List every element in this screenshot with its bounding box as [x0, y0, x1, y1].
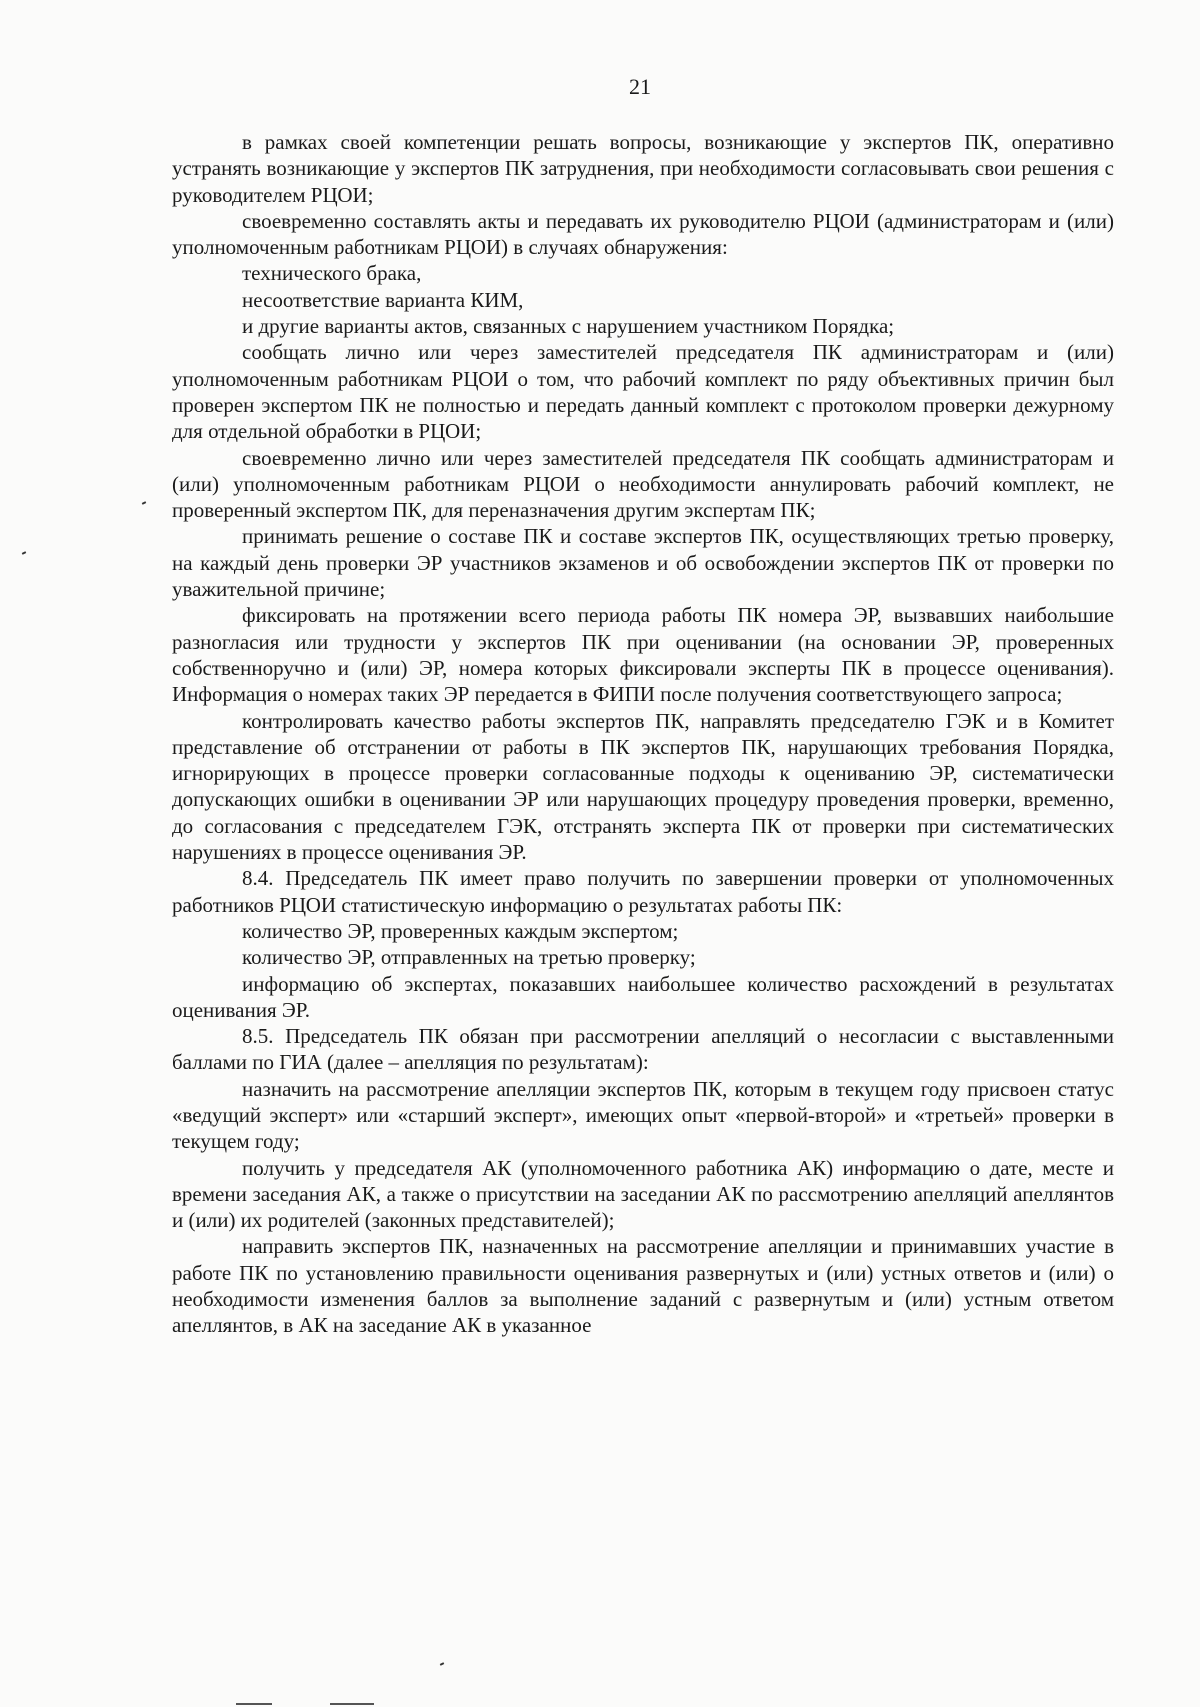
document-body	[172, 129, 1114, 1339]
paragraph: принимать решение о составе ПК и составе экспертов ПК, осуществляющих третью проверку, на каждый день проверки ЭР участников экзаменов и об освобождении экспертов ПК от проверки по уважительной причине;	[172, 524, 1114, 602]
paragraph: количество ЭР, проверенных каждым экспертом;	[242, 918, 679, 943]
paragraph: сообщать лично или через заместителей председателя ПК администраторам и (или) уполномоченным работникам РЦОИ о том, что рабочий комплект по ряду объективных причин был проверен экспертом ПК не полностью и передать данный комплект с протоколом проверки дежурному для отдельной обработки в РЦОИ;	[172, 340, 1114, 444]
paragraph: несоответствие варианта КИМ,	[242, 287, 524, 312]
paragraph: своевременно лично или через заместителей председателя ПК сообщать администраторам и (или) уполномоченным работникам РЦОИ о необходимости аннулировать рабочий комплект, не проверенный экспертом ПК, для переназначения другим экспертам ПК;	[172, 445, 1114, 523]
page-number: 21	[629, 74, 651, 99]
scan-artifact	[236, 1703, 272, 1705]
paragraph: и другие варианты актов, связанных с нарушением участником Порядка;	[242, 314, 895, 339]
scan-artifact	[330, 1703, 374, 1705]
scan-artifact	[142, 501, 146, 505]
paragraph: 8.5. Председатель ПК обязан при рассмотрении апелляций о несогласии с выставленными баллами по ГИА (далее – апелляция по результатам):	[172, 1024, 1114, 1075]
paragraph: 8.4. Председатель ПК имеет право получить по завершении проверки от уполномоченных работников РЦОИ статистическую информацию о результатах работы ПК:	[172, 866, 1114, 917]
paragraph: направить экспертов ПК, назначенных на рассмотрение апелляции и принимавших участие в работе ПК по установлению правильности оценивания развернутых и (или) устных ответов и (или) о необходимости изменения баллов за выполнение заданий с развернутым и (или) устным ответом апеллянтов, в АК на заседание АК в указанное	[172, 1234, 1114, 1338]
paragraph: информацию об экспертах, показавших наибольшее количество расхождений в результатах оценивания ЭР.	[172, 971, 1114, 1022]
paragraph: назначить на рассмотрение апелляции экспертов ПК, которым в текущем году присвоен статус «ведущий эксперт» или «старший эксперт», имеющих опыт «первой-второй» и «третьей» проверки в текущем году;	[172, 1076, 1114, 1154]
paragraph: получить у председателя АК (уполномоченного работника АК) информацию о дате, месте и времени заседания АК, а также о присутствии на заседании АК по рассмотрению апелляций апеллянтов и (или) их родителей (законных представителей);	[172, 1155, 1114, 1233]
paragraph: в рамках своей компетенции решать вопросы, возникающие у экспертов ПК, оперативно устранять возникающие у экспертов ПК затруднения, при необходимости согласовывать свои решения с руководителем РЦОИ;	[172, 130, 1114, 207]
paragraph: количество ЭР, отправленных на третью проверку;	[242, 945, 696, 970]
paragraph: технического брака,	[242, 261, 422, 286]
paragraph: своевременно составлять акты и передавать их руководителю РЦОИ (администраторам и (или) уполномоченным работникам РЦОИ) в случаях обнаружения:	[172, 208, 1114, 260]
paragraph: контролировать качество работы экспертов ПК, направлять председателю ГЭК и в Комитет представление об отстранении от работы в ПК экспертов ПК, нарушающих требования Порядка, игнорирующих в процессе проверки согласованные подходы к оцениванию ЭР, систематически допускающих ошибки в оценивании ЭР или нарушающих процедуру проведения проверки, временно, до согласования с председателем ГЭК, отстранять эксперта ПК от проверки при систематических нарушениях в процессе оценивания ЭР.	[172, 708, 1114, 865]
scan-artifact	[440, 1662, 444, 1666]
scan-artifact	[22, 551, 26, 555]
paragraph: фиксировать на протяжении всего периода работы ПК номера ЭР, вызвавших наибольшие разногласия или трудности у экспертов ПК при оценивании (на основании ЭР, проверенных собственноручно и (или) ЭР, номера которых фиксировали эксперты ПК в процессе оценивания). Информация о номерах таких ЭР передается в ФИПИ после получения соответствующего запроса;	[172, 603, 1114, 707]
